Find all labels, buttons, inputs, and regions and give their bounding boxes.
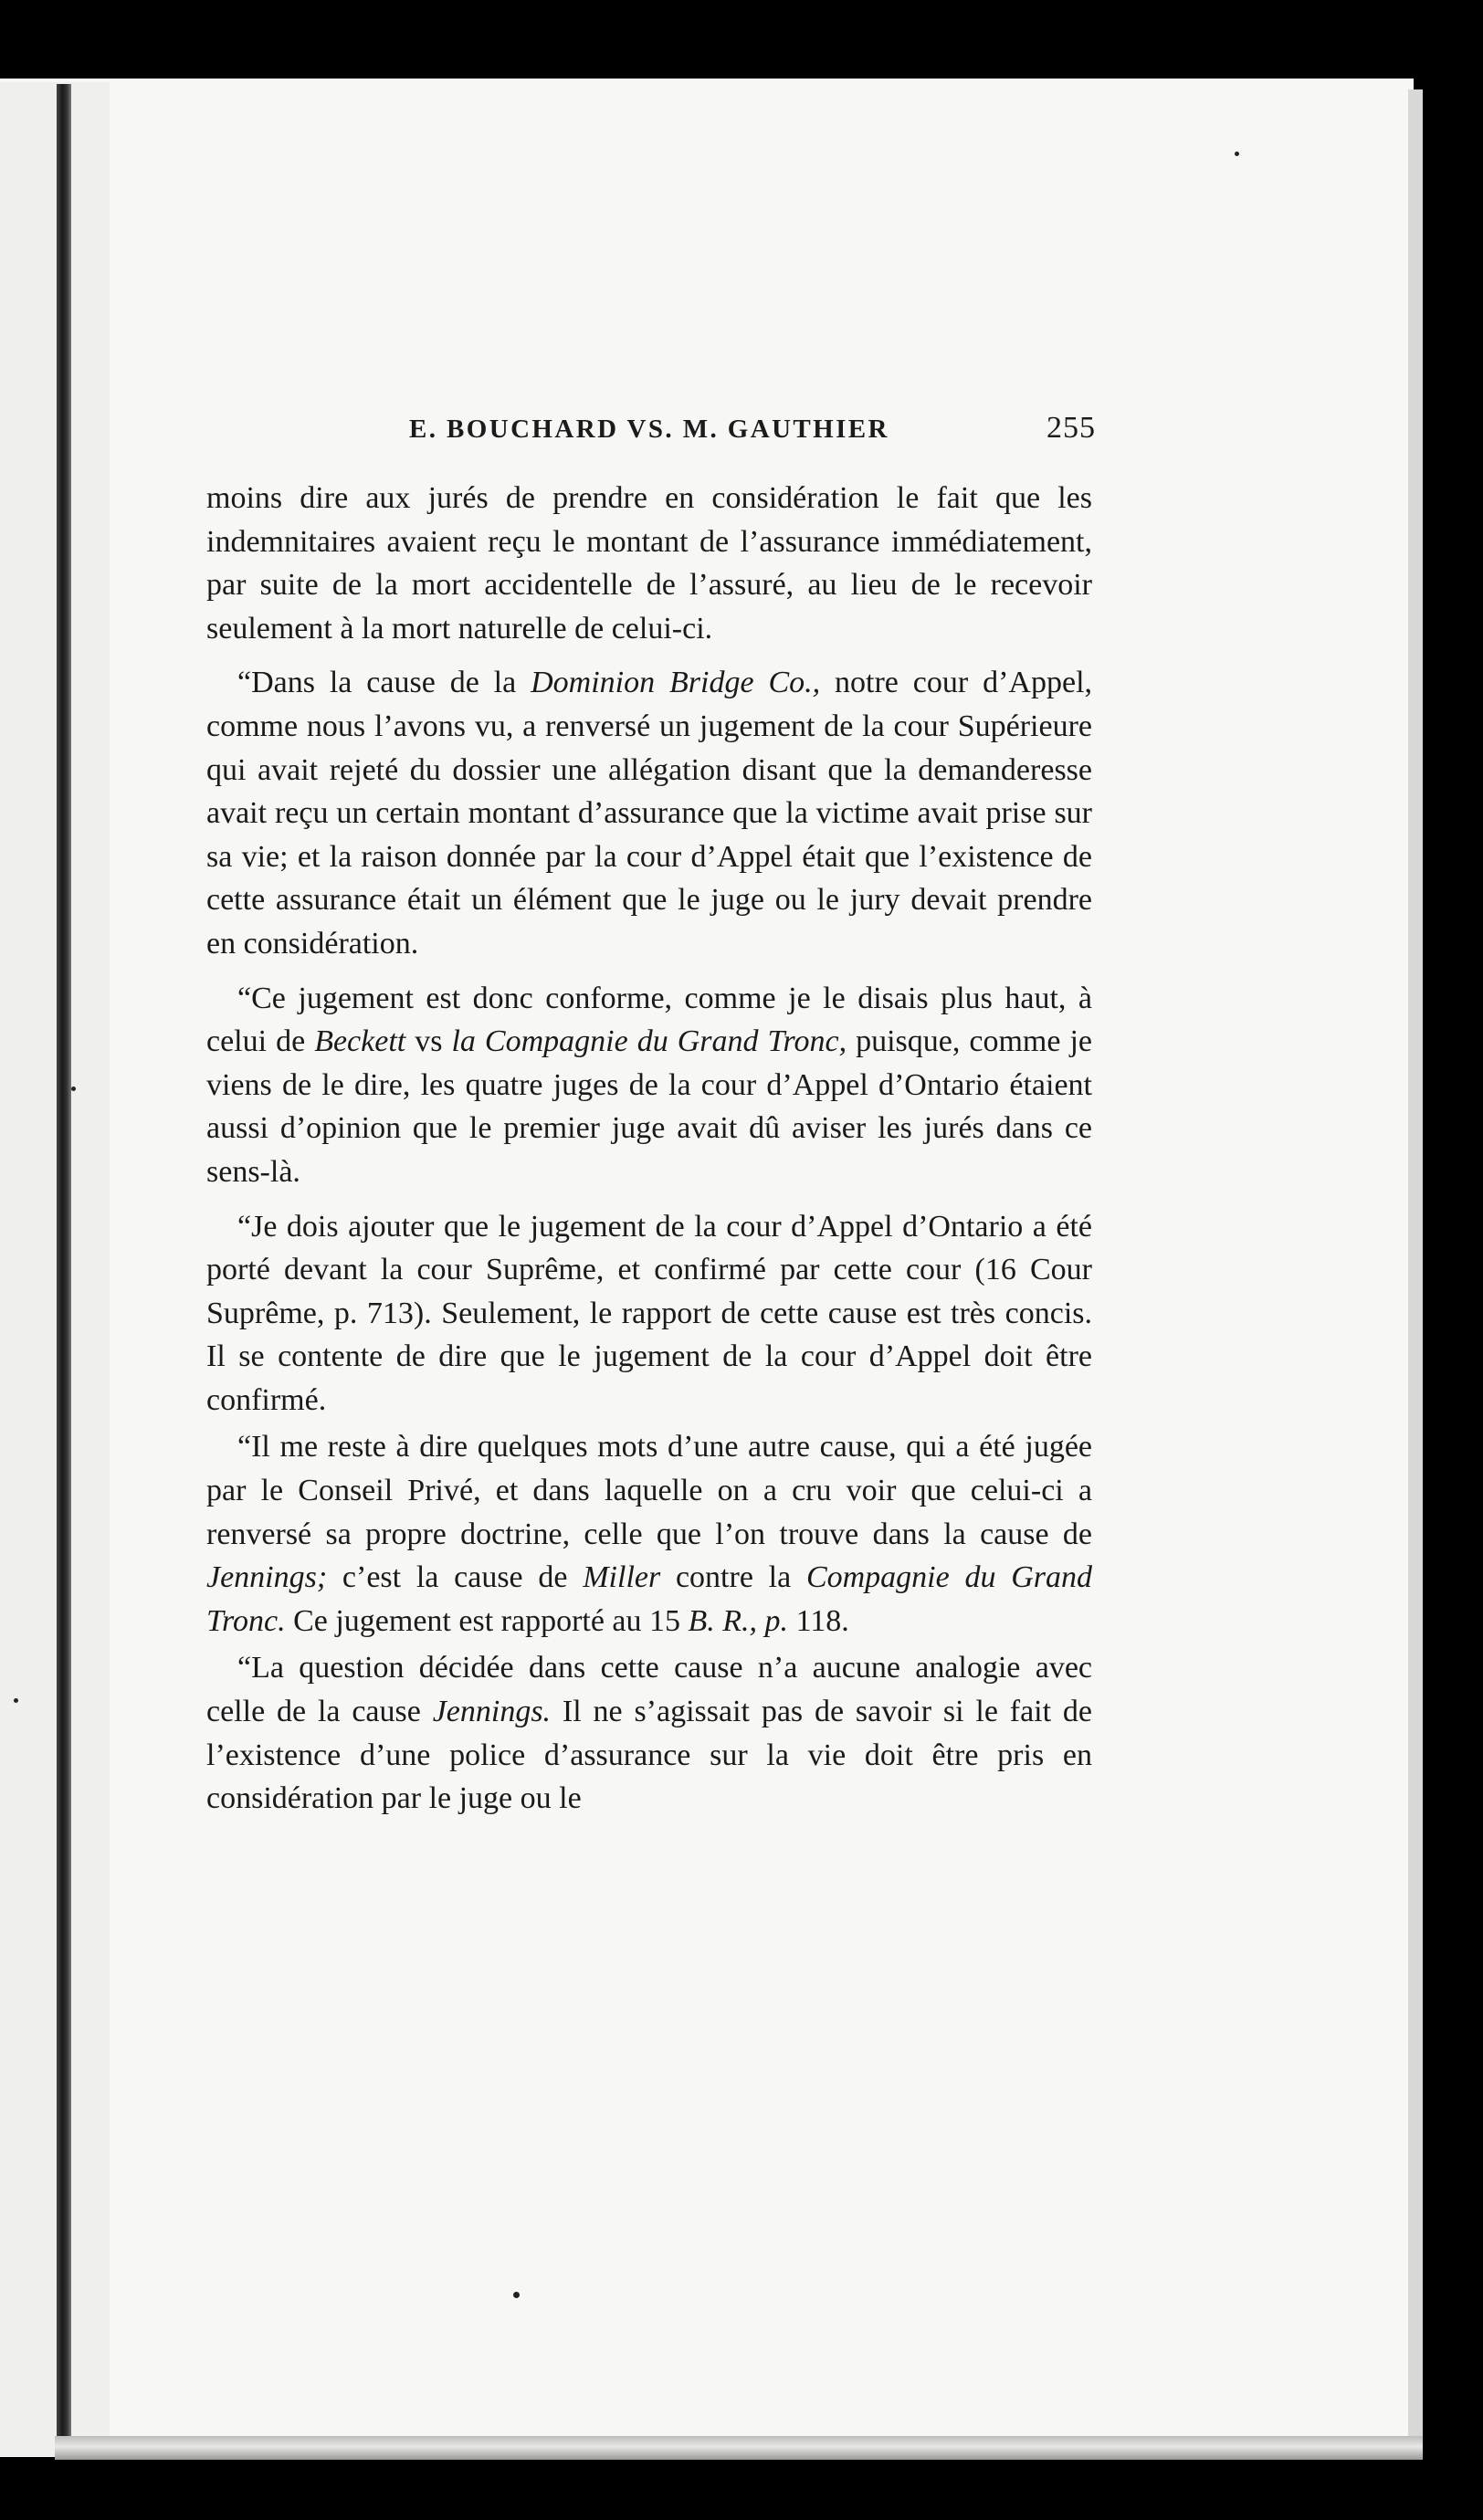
text-run: “Il me reste à dire quelques mots d’une autre cause, qui a été jugée par le Conseil Privé, et dans laquelle on a cru voir que celui-ci a renversé sa propre doctrine, celle que l’on trouve dans la cause de	[206, 1430, 1092, 1551]
paragraph	[206, 977, 1092, 1194]
scan-speck	[14, 1698, 18, 1703]
text-run: “Ce jugement est donc conforme, comme je le disais plus haut, à celui de	[206, 981, 1092, 1059]
italic-citation: Miller	[583, 1560, 661, 1595]
text-run: puisque, comme je viens de le dire, les quatre juges de la cour d’Appel d’Ontario étaient aussi d’opinion que le premier juge avait dû aviser les jurés dans ce sens-là.	[206, 1024, 1092, 1189]
binding-margin	[0, 82, 110, 2456]
text-run: notre cour d’Appel, comme nous l’avons vu, a renversé un jugement de la cour Supérieure qui avait rejeté du dossier une allégation disant que la demanderesse avait reçu un certain montant d’assurance que la victime avait prise sur sa vie; et la raison donnée par la cour d’Appel était que l’existence de cette assurance était un élément que le juge ou le jury devait prendre en considération.	[206, 666, 1093, 961]
paragraph	[206, 1646, 1092, 1820]
paragraph	[206, 477, 1092, 650]
paragraph	[206, 661, 1092, 965]
running-title: E. BOUCHARD VS. M. GAUTHIER	[409, 415, 889, 444]
italic-citation: B. R., p.	[688, 1603, 789, 1638]
scan-speck	[1235, 152, 1239, 156]
text-run: 118.	[788, 1603, 849, 1638]
italic-citation: Jennings.	[432, 1695, 552, 1729]
text-run: “Dans la cause de la	[237, 666, 531, 700]
italic-citation: la Compagnie du Grand Tronc,	[451, 1024, 847, 1059]
text-run: contre la	[660, 1560, 806, 1595]
text-run: Il ne s’agissait pas de savoir si le fait de l’existence d’une police d’assurance sur la vie doit être pris en considération par le juge ou le	[206, 1695, 1093, 1816]
running-head	[409, 411, 1096, 451]
italic-citation: Beckett	[314, 1024, 406, 1059]
italic-citation: Dominion Bridge Co.,	[531, 666, 821, 700]
paragraph	[206, 1205, 1092, 1423]
page-number: 255	[1047, 411, 1096, 445]
scan-speck	[513, 2292, 520, 2298]
body-text	[206, 477, 1092, 1832]
text-run: Ce jugement est rapporté au 15	[285, 1603, 689, 1638]
page-edge-right	[1408, 89, 1423, 2454]
italic-citation: Jennings;	[206, 1560, 328, 1595]
paragraph	[206, 1425, 1092, 1643]
text-run: “La question décidée dans cette cause n’a aucune analogie avec celle de la cause	[206, 1651, 1092, 1729]
text-run: c’est la cause de	[327, 1560, 584, 1595]
gutter-shadow	[57, 84, 71, 2444]
text-run: vs	[405, 1024, 452, 1059]
text-run: moins dire aux jurés de prendre en considération le fait que les indemnitaires avaient reçu le montant de l’assurance immédiatement, par suite de la mort accidentelle de l’assuré, au lieu de le recevoir seulement à la mort naturelle de celui-ci.	[206, 481, 1092, 646]
scan-speck	[71, 1087, 76, 1091]
italic-citation: Compagnie du Grand Tronc.	[206, 1560, 1092, 1638]
text-run: “Je dois ajouter que le jugement de la cour d’Appel d’Ontario a été porté devant la cour Suprême, et confirmé par cette cour (16 Cour Suprême, p. 713). Seulement, le rapport de cette cause est très concis. Il se contente de dire que le jugement de la cour d’Appel doit être confirmé.	[206, 1209, 1092, 1417]
page-edge-bottom	[55, 2436, 1423, 2460]
